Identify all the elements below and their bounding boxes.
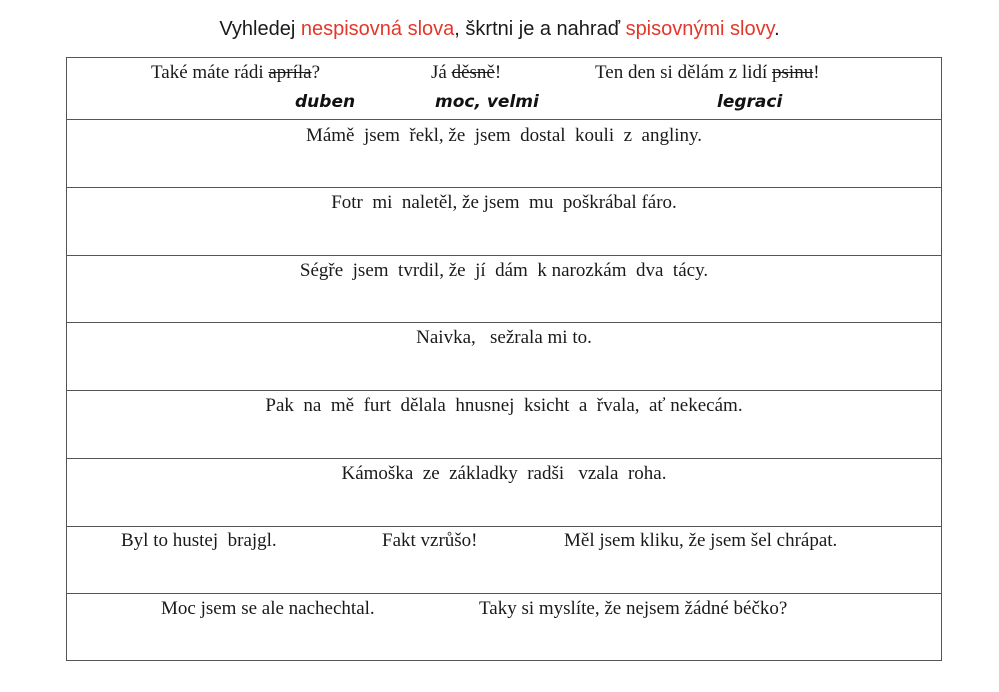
sentence-1: Mámě jsem řekl, že jsem dostal kouli z angliny. bbox=[305, 125, 703, 146]
title-highlight-standard: spisovnými slovy bbox=[625, 18, 775, 40]
sentence-3: Ségře jsem tvrdil, že jí dám k narozkám dva tácy. bbox=[299, 260, 709, 281]
title-part-3: . bbox=[774, 18, 780, 40]
sentence-7a: Byl to hustej brajgl. bbox=[121, 530, 277, 551]
sentence-4: Naivka, sežrala mi to. bbox=[416, 327, 592, 348]
sentence-row-4 bbox=[67, 323, 941, 391]
sentence-7c: Měl jsem kliku, že jsem šel chrápat. bbox=[564, 530, 838, 551]
sentence-row-1 bbox=[67, 120, 941, 188]
title-highlight-nonstandard: nespisovná slova bbox=[300, 18, 455, 40]
title-part-1: Vyhledej bbox=[219, 18, 301, 40]
sentence-row-2 bbox=[67, 188, 941, 256]
exercise-table bbox=[66, 57, 942, 661]
example-row bbox=[67, 58, 941, 120]
example-sentence-b bbox=[431, 62, 501, 84]
sentence-8b: Taky si myslíte, že nejsem žádné béčko? bbox=[479, 598, 788, 619]
example-b-punct: ! bbox=[494, 62, 502, 83]
instruction-title bbox=[0, 18, 999, 41]
example-c-crossed-word: psinu bbox=[772, 62, 814, 83]
example-sentence-c bbox=[595, 62, 820, 84]
example-b-crossed-word: děsně bbox=[451, 62, 495, 83]
title-part-2: , škrtni je a nahraď bbox=[454, 18, 626, 40]
example-a-text: Také máte rádi bbox=[151, 62, 269, 83]
sentence-row-8 bbox=[67, 594, 941, 662]
sentence-8a: Moc jsem se ale nachechtal. bbox=[161, 598, 375, 619]
example-c-answer: legraci bbox=[717, 92, 783, 112]
example-a-crossed-word: apríla bbox=[268, 62, 312, 83]
sentence-row-3 bbox=[67, 256, 941, 323]
example-b-text: Já bbox=[431, 62, 452, 83]
sentence-2: Fotr mi naletěl, že jsem mu poškrábal fáro. bbox=[331, 192, 677, 213]
example-c-punct: ! bbox=[813, 62, 820, 83]
sentence-row-7 bbox=[67, 527, 941, 594]
example-a-answer: duben bbox=[295, 92, 356, 112]
example-sentence-a bbox=[151, 62, 320, 84]
sentence-row-5 bbox=[67, 391, 941, 459]
sentence-7b: Fakt vzrůšo! bbox=[382, 530, 478, 551]
example-a-punct: ? bbox=[311, 62, 321, 83]
sentence-5: Pak na mě furt dělala hnusnej ksicht a řvala, ať nekecám. bbox=[265, 395, 743, 416]
sentence-row-6 bbox=[67, 459, 941, 527]
example-b-answer: moc, velmi bbox=[435, 92, 539, 112]
sentence-6: Kámoška ze základky radši vzala roha. bbox=[341, 463, 667, 484]
example-c-text: Ten den si dělám z lidí bbox=[595, 62, 773, 83]
